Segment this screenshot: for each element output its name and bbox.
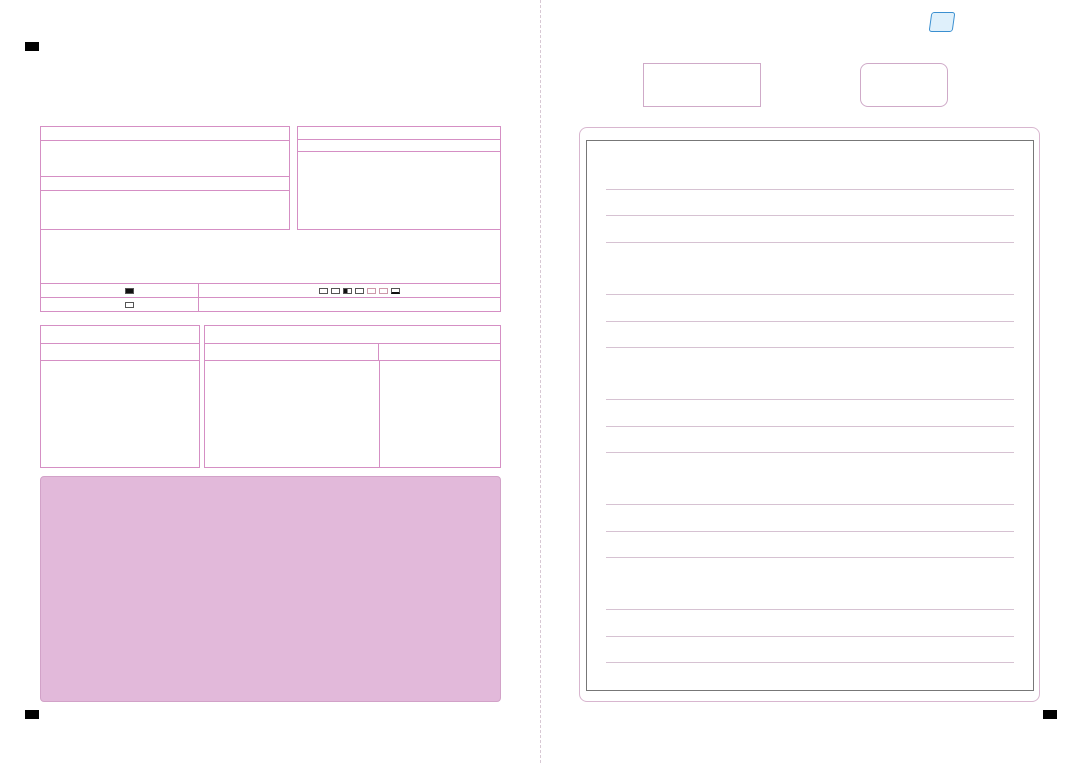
- name-label: [41, 177, 289, 191]
- part2-title: [205, 326, 500, 344]
- exam-id-bubbles[interactable]: [298, 152, 500, 229]
- absent-checkbox[interactable]: [125, 302, 134, 308]
- fill-example-row: [40, 284, 501, 298]
- part1-table: [40, 325, 200, 468]
- exam-id-title: [298, 140, 500, 152]
- part1-section: [41, 344, 199, 361]
- wrong-fill-icons: [319, 288, 400, 294]
- registration-mark-bottom-right: [1043, 710, 1057, 719]
- part2-section-b: [379, 344, 500, 361]
- correct-fill-icon: [125, 288, 134, 294]
- absent-row: [40, 298, 501, 312]
- no-answer-shaded-area: [40, 476, 501, 702]
- student-barcode-area[interactable]: [643, 63, 761, 107]
- brand-logo: [930, 12, 962, 32]
- unit-label: [41, 127, 289, 141]
- part2-section-a: [205, 344, 379, 361]
- part2-table: [204, 325, 501, 468]
- exam-id-write-cells[interactable]: [298, 127, 500, 140]
- part1-title: [41, 326, 199, 344]
- registration-mark-bottom-left: [25, 710, 39, 719]
- unit-field[interactable]: [41, 141, 289, 177]
- applicant-info-box: [40, 126, 290, 230]
- instructions: [40, 230, 501, 284]
- exam-id-grid: [297, 126, 501, 230]
- logo-icon: [929, 12, 956, 32]
- translation-answer-area[interactable]: [586, 140, 1034, 691]
- exam-barcode-area[interactable]: [860, 63, 948, 107]
- fold-line: [540, 0, 541, 763]
- name-field[interactable]: [41, 191, 289, 229]
- registration-mark-top-left: [25, 42, 39, 51]
